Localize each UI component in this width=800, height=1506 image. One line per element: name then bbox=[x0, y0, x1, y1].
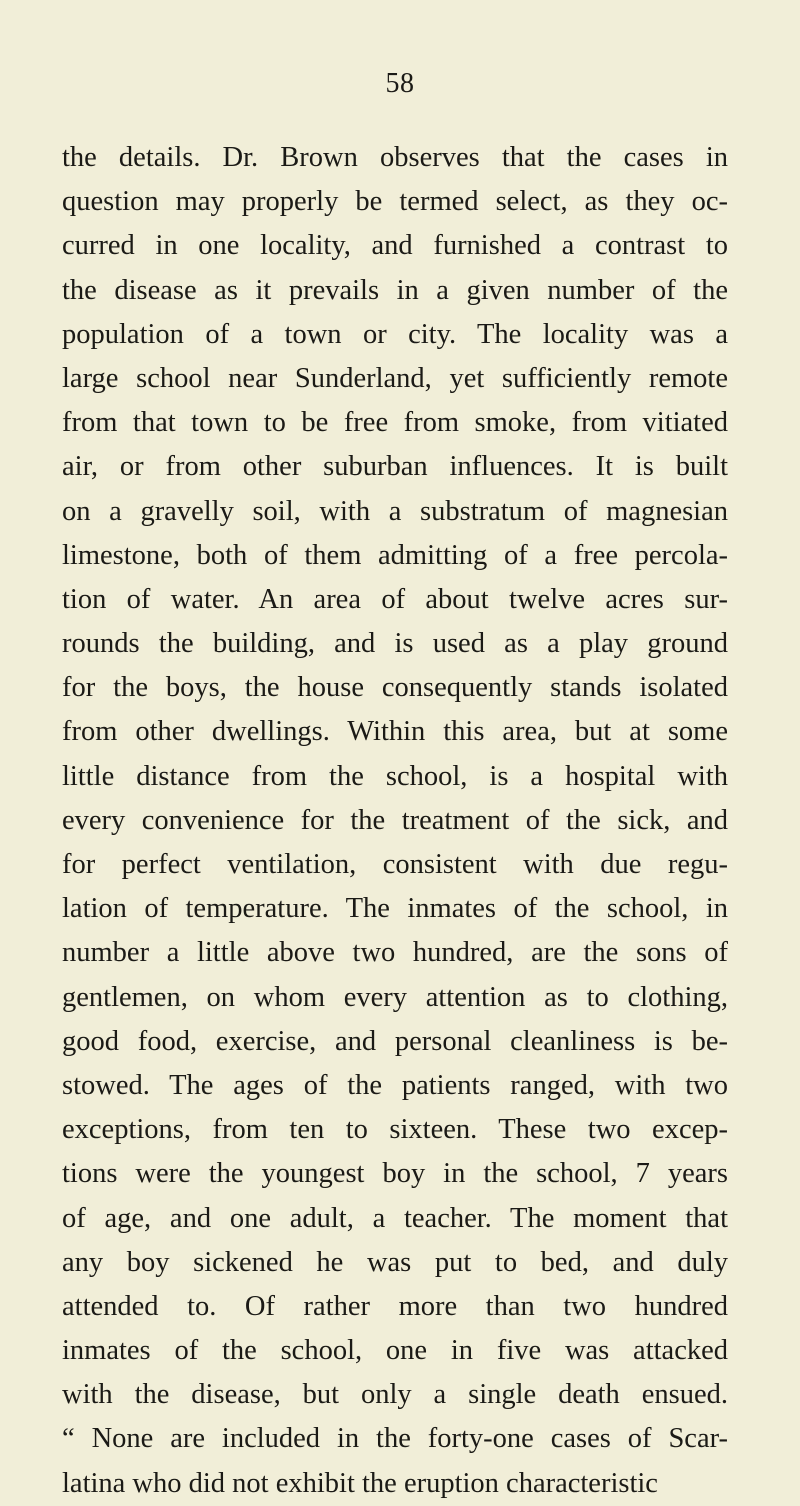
text-line: of age, and one adult, a teacher. The moment that bbox=[62, 1202, 728, 1234]
text-line: from that town to be free from smoke, from vitiated bbox=[62, 407, 728, 439]
text-line: any boy sickened he was put to bed, and duly bbox=[62, 1246, 728, 1278]
text-line: attended to. Of rather more than two hundred bbox=[62, 1290, 728, 1322]
text-line: little distance from the school, is a hospital with bbox=[62, 760, 728, 792]
text-line: gentlemen, on whom every attention as to clothing, bbox=[62, 981, 728, 1013]
text-line: for the boys, the house consequently stands isolated bbox=[62, 672, 728, 704]
text-line: air, or from other suburban influences. It is built bbox=[62, 451, 728, 483]
text-line: with the disease, but only a single death ensued. bbox=[62, 1379, 728, 1411]
text-line: tion of water. An area of about twelve acres sur- bbox=[62, 583, 728, 615]
text-line: the details. Dr. Brown observes that the cases in bbox=[62, 142, 728, 173]
text-line: every convenience for the treatment of the sick, and bbox=[62, 804, 728, 836]
body-text bbox=[62, 136, 728, 1506]
text-line: exceptions, from ten to sixteen. These two excep- bbox=[62, 1114, 728, 1146]
text-line: inmates of the school, one in five was attacked bbox=[62, 1335, 728, 1367]
text-line: population of a town or city. The locality was a bbox=[62, 318, 728, 350]
text-line: from other dwellings. Within this area, but at some bbox=[62, 716, 728, 748]
text-line: good food, exercise, and personal cleanliness is be- bbox=[62, 1025, 728, 1057]
page-number: 58 bbox=[385, 68, 415, 99]
text-line: curred in one locality, and furnished a contrast to bbox=[62, 230, 728, 262]
text-line: on a gravelly soil, with a substratum of magnesian bbox=[62, 495, 728, 527]
text-line: lation of temperature. The inmates of the school, in bbox=[62, 893, 728, 925]
text-line: “ None are included in the forty-one cases of Scar- bbox=[62, 1423, 728, 1455]
text-line: limestone, both of them admitting of a free percola- bbox=[62, 539, 728, 571]
text-line: number a little above two hundred, are the sons of bbox=[62, 937, 728, 969]
text-line: the disease as it prevails in a given number of the bbox=[62, 274, 728, 306]
text-line: latina who did not exhibit the eruption characteristic bbox=[62, 1467, 658, 1499]
text-line: large school near Sunderland, yet sufficiently remote bbox=[62, 362, 728, 394]
text-line: rounds the building, and is used as a play ground bbox=[62, 628, 728, 660]
text-line: tions were the youngest boy in the school, 7 years bbox=[62, 1158, 728, 1190]
text-line: stowed. The ages of the patients ranged, with two bbox=[62, 1069, 728, 1101]
text-line: question may properly be termed select, as they oc- bbox=[62, 186, 728, 218]
text-line: for perfect ventilation, consistent with due regu- bbox=[62, 849, 728, 880]
